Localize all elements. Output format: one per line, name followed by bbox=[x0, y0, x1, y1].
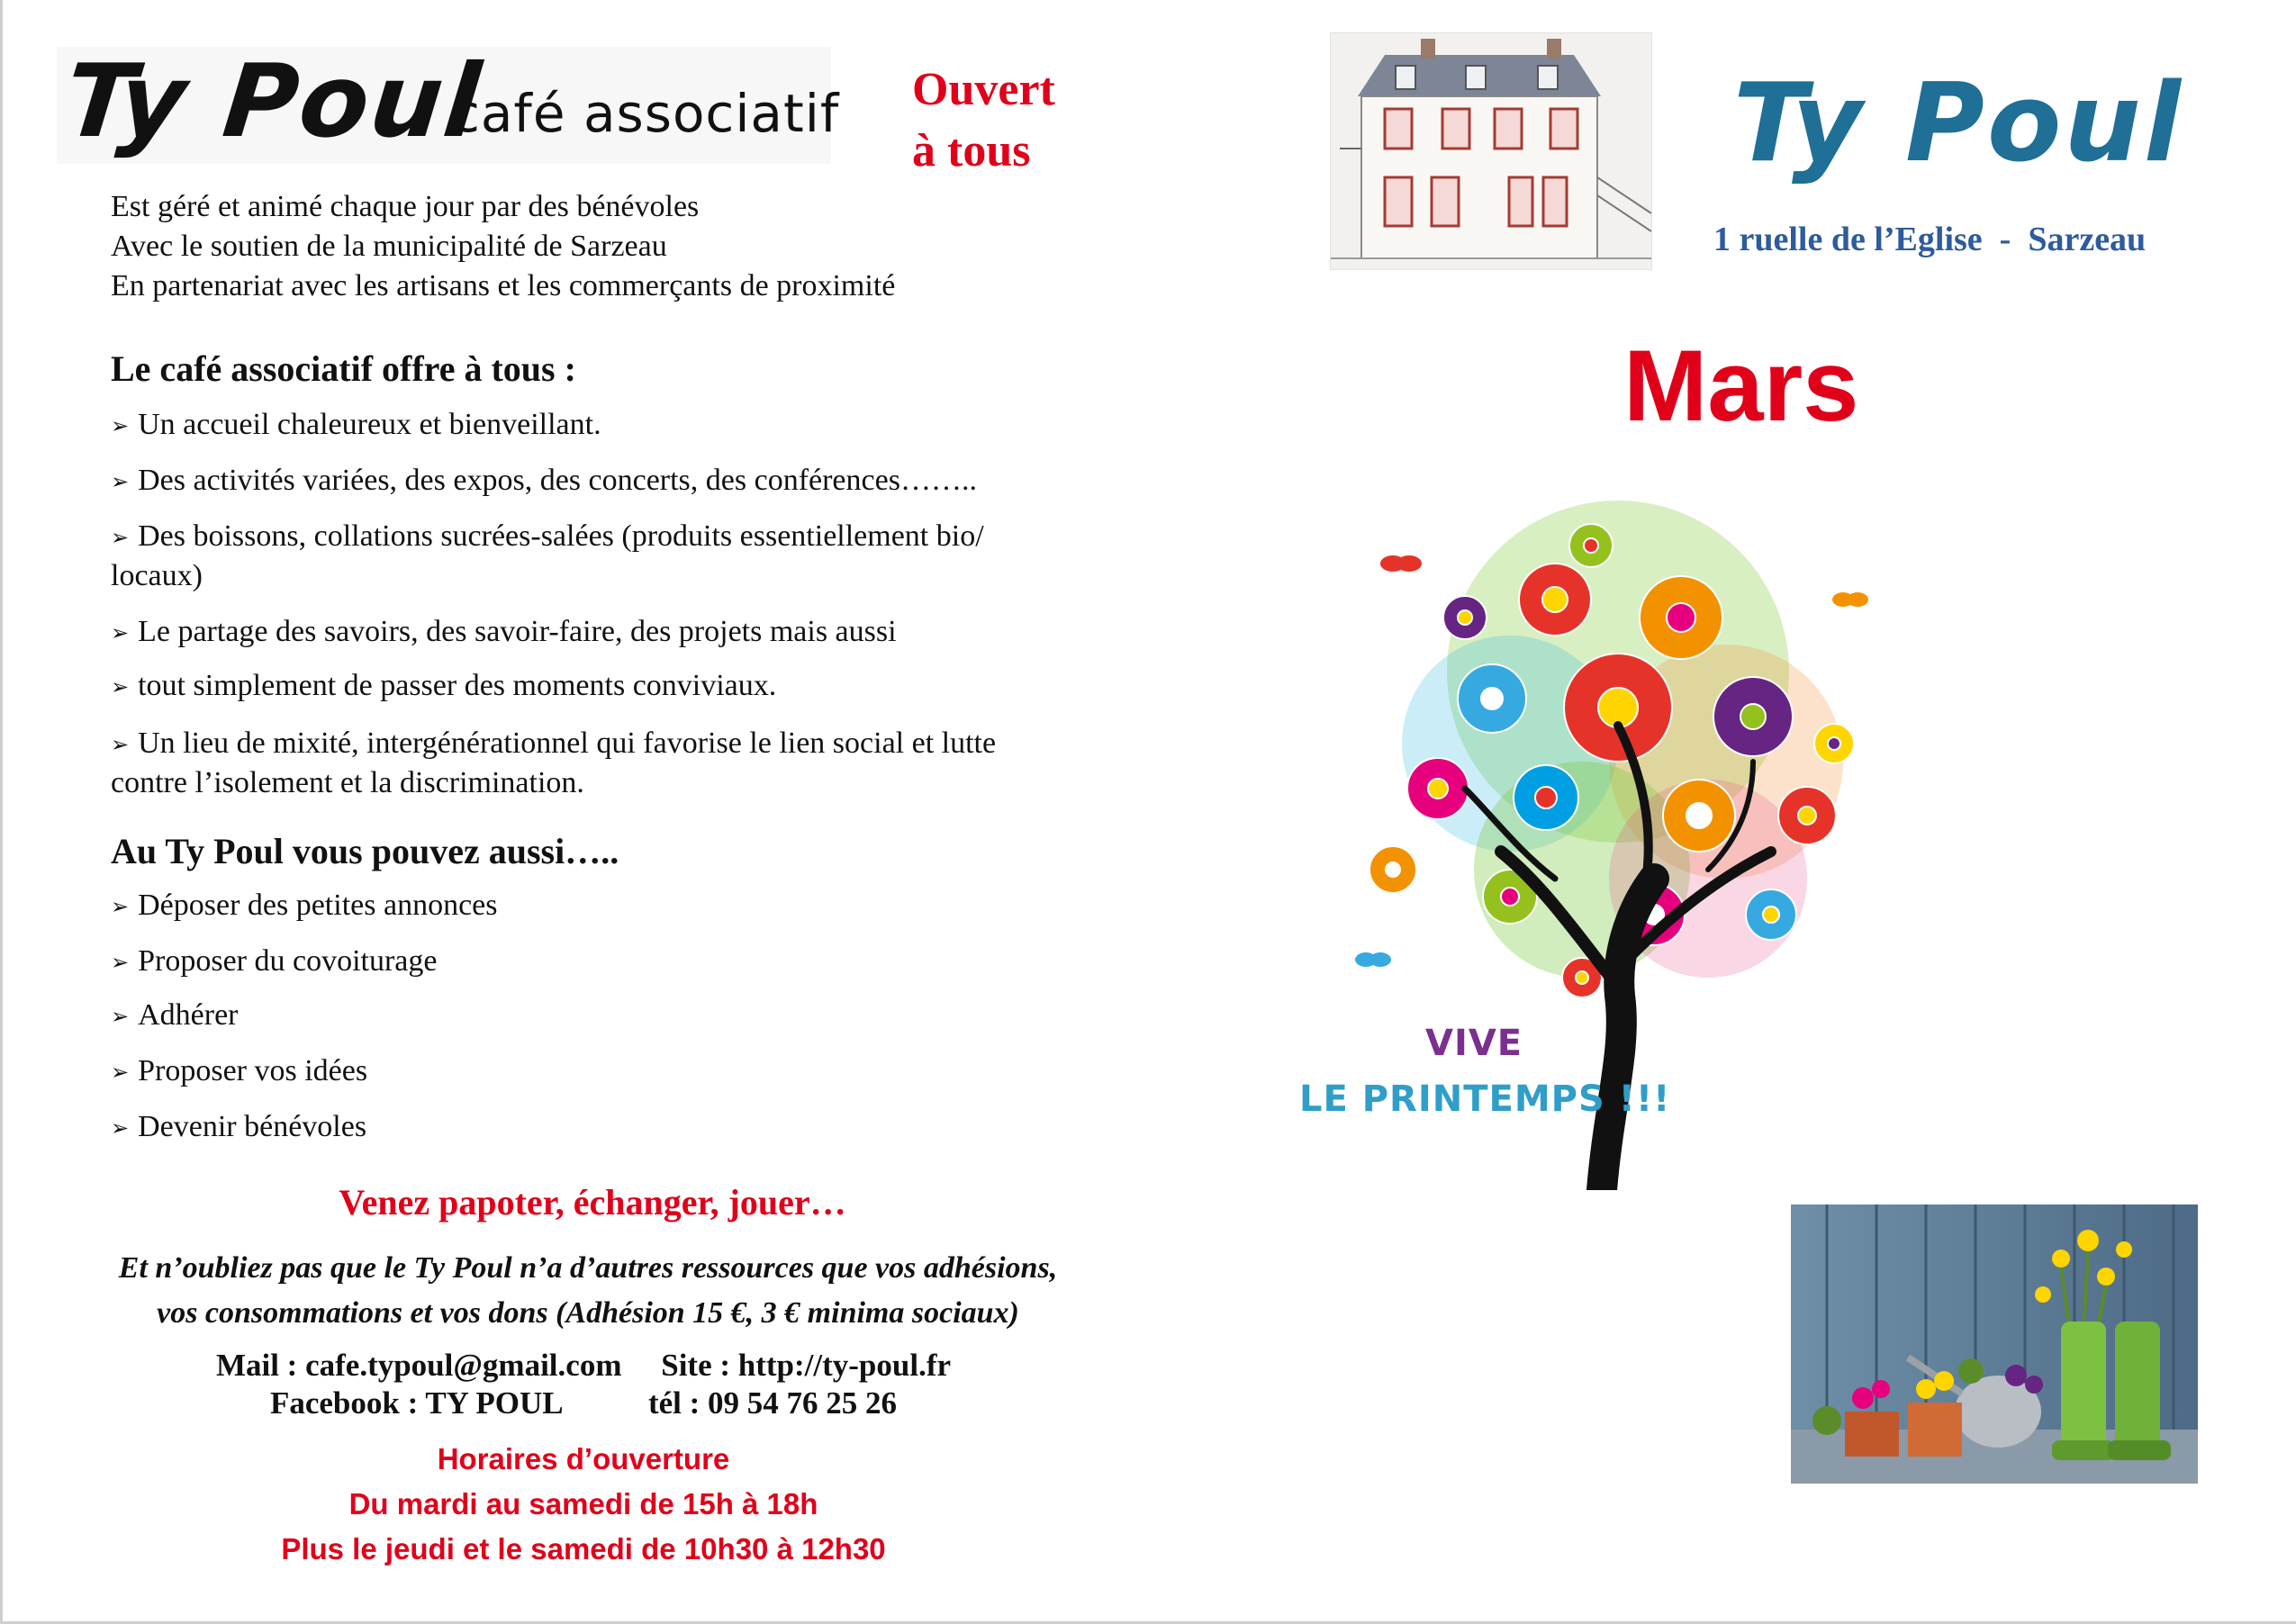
ouvert-line-2: à tous bbox=[912, 125, 1031, 176]
house-sketch-svg bbox=[1331, 33, 1651, 269]
contact-row bbox=[3, 1347, 1164, 1385]
list-item: ➢ Déposer des petites annonces bbox=[111, 889, 498, 922]
arrow-bullet-icon: ➢ bbox=[111, 1006, 130, 1030]
ouvert-a-tous bbox=[912, 59, 1146, 182]
arrow-bullet-icon: ➢ bbox=[111, 415, 130, 439]
list-item: ➢ Le partage des savoirs, des savoir-faire, des projets mais aussi bbox=[111, 615, 897, 648]
list-item: ➢ Adhérer bbox=[111, 998, 239, 1032]
arrow-bullet-icon: ➢ bbox=[111, 622, 130, 646]
contact-block bbox=[3, 1347, 1164, 1422]
list-item: ➢ Proposer du covoiturage bbox=[111, 944, 438, 978]
list-item: ➢ Un accueil chaleureux et bienveillant. bbox=[111, 408, 601, 441]
intro-text bbox=[111, 187, 895, 306]
intro-line: Est géré et animé chaque jour par des bénévoles bbox=[111, 190, 700, 223]
arrow-bullet-icon: ➢ bbox=[111, 734, 130, 758]
ouvert-line-1: Ouvert bbox=[912, 64, 1055, 115]
contact-row bbox=[3, 1385, 1164, 1422]
contact-site: Site : http://ty-poul.fr bbox=[661, 1348, 952, 1383]
house-sketch-image bbox=[1330, 32, 1652, 270]
resources-note-line: Et n’oubliez pas que le Ty Poul n’a d’autres ressources que vos adhésions, bbox=[118, 1251, 1058, 1285]
list-item: ➢ Des activités variées, des expos, des concerts, des conférences…….. bbox=[111, 464, 977, 497]
list-item: ➢ Devenir bénévoles bbox=[111, 1110, 367, 1143]
venez-tagline: Venez papoter, échanger, jouer… bbox=[339, 1182, 846, 1223]
logo-ty-poul: Ty Poul bbox=[59, 43, 487, 160]
garden-photo-svg bbox=[1791, 1204, 2198, 1484]
arrow-bullet-icon: ➢ bbox=[111, 1117, 130, 1141]
list-item: ➢ Un lieu de mixité, intergénérationnel qui favorise le lien social et lutte bbox=[111, 726, 997, 760]
address: 1 ruelle de l’Eglise - Sarzeau bbox=[1713, 221, 2147, 258]
aussi-heading: Au Ty Poul vous pouvez aussi….. bbox=[111, 831, 619, 871]
list-item: ➢ Proposer vos idées bbox=[111, 1054, 368, 1087]
vive-text: VIVE bbox=[1425, 1023, 1523, 1064]
list-item-continuation: contre l’isolement et la discrimination. bbox=[111, 766, 584, 799]
offre-list bbox=[111, 405, 1092, 801]
list-item-continuation: locaux) bbox=[111, 559, 203, 592]
opening-hours-line: Plus le jeudi et le samedi de 10h30 à 12h30 bbox=[281, 1532, 886, 1565]
offre-heading: Le café associatif offre à tous : bbox=[111, 348, 576, 389]
arrow-bullet-icon: ➢ bbox=[111, 952, 130, 976]
arrow-bullet-icon: ➢ bbox=[111, 896, 130, 920]
intro-line: Avec le soutien de la municipalité de Sarzeau bbox=[111, 230, 667, 263]
opening-hours bbox=[3, 1437, 1164, 1572]
contact-mail: Mail : cafe.typoul@gmail.com bbox=[215, 1348, 622, 1383]
arrow-bullet-icon: ➢ bbox=[111, 527, 130, 551]
logo-subtitle: café associatif bbox=[451, 83, 840, 144]
aussi-list bbox=[111, 886, 1092, 1156]
list-item: ➢ tout simplement de passer des moments conviviaux. bbox=[111, 669, 777, 702]
resources-note bbox=[66, 1246, 1110, 1336]
contact-phone: tél : 09 54 76 25 26 bbox=[647, 1385, 898, 1421]
list-item: ➢ Des boissons, collations sucrées-salées (produits essentiellement bio/ bbox=[111, 519, 984, 553]
opening-hours-title: Horaires d’ouverture bbox=[437, 1442, 730, 1475]
arrow-bullet-icon: ➢ bbox=[111, 471, 130, 495]
brand-ty-poul: Ty Poul bbox=[1733, 61, 2183, 186]
le-printemps-text: LE PRINTEMPS !!! bbox=[1299, 1078, 1671, 1120]
garden-boots-photo bbox=[1791, 1204, 2198, 1484]
resources-note-line: vos consommations et vos dons (Adhésion 15 €, 3 € minima sociaux) bbox=[157, 1296, 1019, 1330]
contact-facebook: Facebook : TY POUL bbox=[269, 1385, 562, 1421]
month-title: Mars bbox=[1623, 329, 1859, 442]
intro-line: En partenariat avec les artisans et les commerçants de proximité bbox=[111, 269, 896, 302]
opening-hours-line: Du mardi au samedi de 15h à 18h bbox=[348, 1487, 818, 1520]
arrow-bullet-icon: ➢ bbox=[111, 676, 130, 700]
arrow-bullet-icon: ➢ bbox=[111, 1061, 130, 1086]
